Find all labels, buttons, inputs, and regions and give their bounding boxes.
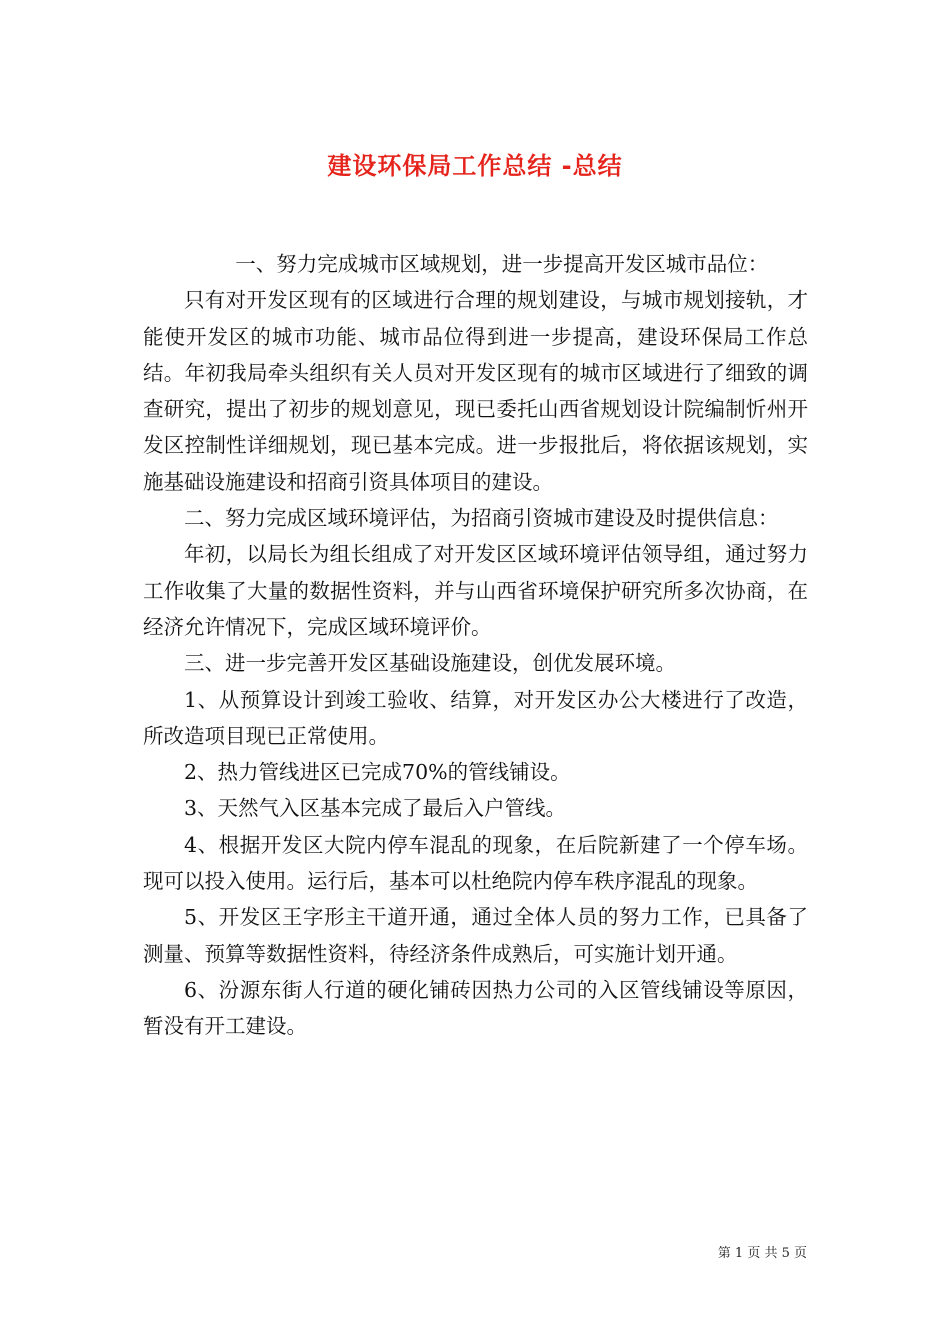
section-heading-3: 三、进一步完善开发区基础设施建设，创优发展环境。 bbox=[184, 651, 676, 676]
section-heading-1: 一、努力完成城市区域规划，进一步提高开发区城市品位： bbox=[235, 252, 769, 276]
list-item: 1、从预算设计到竣工验收、结算，对开发区办公大楼进行了改造，所改造项目现已正常使用。 bbox=[143, 687, 808, 748]
list-item: 4、根据开发区大院内停车混乱的现象，在后院新建了一个停车场。现可以投入使用。运行后，基本可以杜绝院内停车秩序混乱的现象。 bbox=[143, 832, 808, 894]
list-item: 6、汾源东街人行道的硬化铺砖因热力公司的入区管线铺设等原因，暂没有开工建设。 bbox=[143, 977, 808, 1039]
paragraph: 只有对开发区现有的区域进行合理的规划建设，与城市规划接轨，才能使开发区的城市功能、城市品位得到进一步提高，建设环保局工作总结。年初我局牵头组织有关人员对开发区现有的城市区域进行了细致的调查研究，提出了初步的规划意见，现已委托山西省规划设计院编制忻州开发区控制性详细规划，现已基本完成。进一步报批后，将依据该规划，实施基础设施建设和招商引资具体项目的建设。 bbox=[143, 288, 808, 494]
list-item: 2、热力管线进区已完成70%的管线铺设。 bbox=[184, 760, 571, 785]
page-number: 第 1 页 共 5 页 bbox=[717, 1246, 807, 1261]
section-heading-2: 二、努力完成区域环境评估，为招商引资城市建设及时提供信息： bbox=[184, 506, 779, 531]
document-title: 建设环保局工作总结 -总结 bbox=[327, 152, 623, 181]
list-item: 5、开发区王字形主干道开通，通过全体人员的努力工作，已具备了测量、预算等数据性资料，待经济条件成熟后，可实施计划开通。 bbox=[143, 905, 808, 966]
paragraph: 年初，以局长为组长组成了对开发区区域环境评估领导组，通过努力工作收集了大量的数据性资料，并与山西省环境保护研究所多次协商，在经济允许情况下，完成区域环境评价。 bbox=[143, 542, 808, 639]
list-item: 3、天然气入区基本完成了最后入户管线。 bbox=[184, 796, 567, 821]
document-body bbox=[143, 246, 808, 1045]
